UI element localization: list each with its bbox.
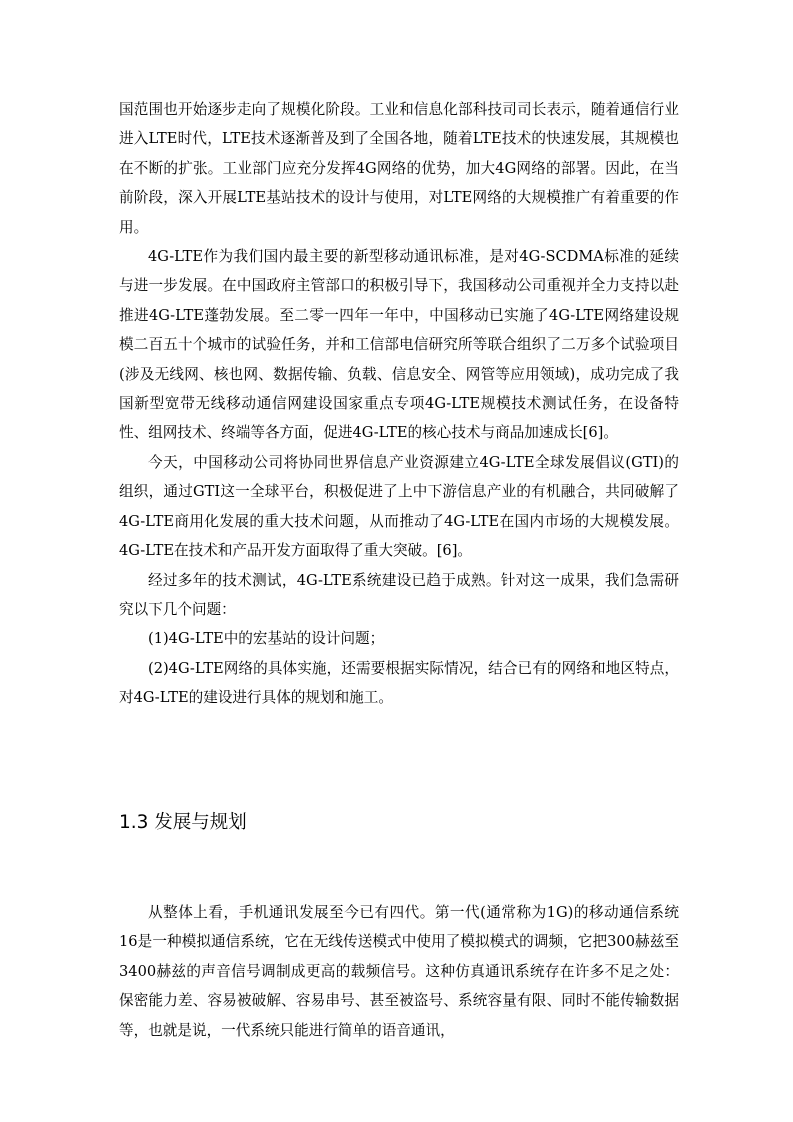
list-item-question-1: (1)4G-LTE中的宏基站的设计问题；	[148, 630, 385, 648]
list-item-question-2: (2)4G-LTE网络的具体实施，还需要根据实际情况，结合已有的网络和地区特点，对4G-LTE的建设进行具体的规划和施工。	[119, 659, 679, 707]
body-text-after-section	[119, 898, 679, 1045]
paragraph-gti-initiative: 今天，中国移动公司将协同世界信息产业资源建立4G-LTE全球发展倡议(GTI)的组织，通过GTI这一全球平台，积极促进了上中下游信息产业的有机融合，共同破解了4G-LTE商用化发展的重大技术问题，从而推动了4G-LTE在国内市场的大规模发展。4G-LTE在技术和产品开发方面取得了重大突破。[6]。	[119, 453, 679, 560]
section-heading: 1.3 发展与规划	[119, 812, 247, 833]
paragraph-lte-scale: 国范围也开始逐步走向了规模化阶段。工业和信息化部科技司司长表示，随着通信行业进入LTE时代，LTE技术逐渐普及到了全国各地，随着LTE技术的快速发展，其规模也在不断的扩张。工业部门应充分发挥4G网络的优势，加大4G网络的部署。因此，在当前阶段，深入开展LTE基站技术的设计与使用，对LTE网络的大规模推广有着重要的作用。	[119, 101, 679, 236]
paragraph-research-questions: 经过多年的技术测试，4G-LTE系统建设已趋于成熟。针对这一成果，我们急需研究以下几个问题：	[119, 571, 679, 618]
body-text-before-section	[119, 95, 679, 713]
paragraph-mobile-generations: 从整体上看，手机通讯发展至今已有四代。第一代(通常称为1G)的移动通信系统16是一种模拟通信系统，它在无线传送模式中使用了模拟模式的调频，它把300赫兹至3400赫兹的声音信号调制成更高的载频信号。这种仿真通讯系统存在许多不足之处：保密能力差、容易被破解、容易串号、甚至被盗号、系统容量有限、同时不能传输数据等，也就是说，一代系统只能进行简单的语音通讯，	[119, 904, 679, 1039]
paragraph-4g-lte-standard: 4G-LTE作为我们国内最主要的新型移动通讯标准，是对4G-SCDMA标准的延续与进一步发展。在中国政府主管部口的积极引导下，我国移动公司重视并全力支持以赴推进4G-LTE蓬勃发展。至二零一四年一年中，中国移动已实施了4G-LTE网络建设规模二百五十个城市的试验任务，并和工信部电信研究所等联合组织了二万多个试验项目(涉及无线网、核也网、数据传输、负载、信息安全、网管等应用领域)，成功完成了我国新型宽带无线移动通信网建设国家重点专项4G-LTE规模技术测试任务，在设备特性、组网技术、终端等各方面，促进4G-LTE的核心技术与商品加速成长[6]。	[119, 248, 679, 442]
